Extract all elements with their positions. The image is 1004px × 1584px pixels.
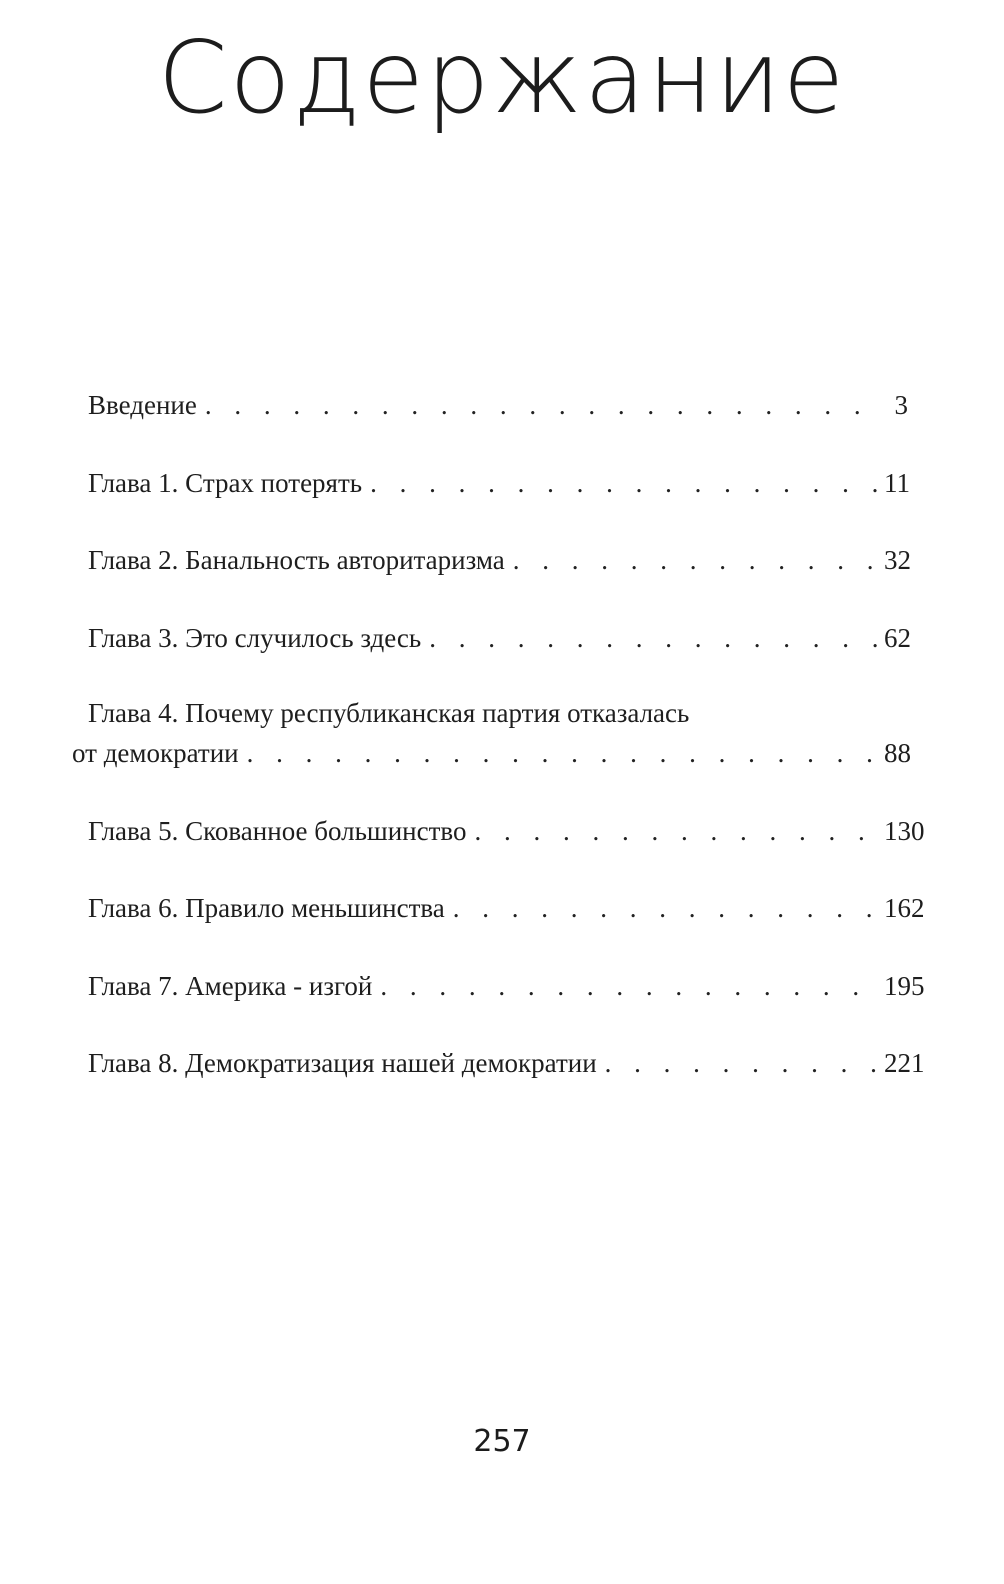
toc-entry-chapter-8[interactable] — [88, 1042, 925, 1084]
toc-entry-chapter-7[interactable] — [88, 965, 925, 1007]
toc-entry-introduction[interactable] — [88, 384, 908, 426]
toc-entry-page: 162 — [884, 893, 925, 923]
toc-entry-title: Глава 3. Это случилось здесь — [88, 622, 422, 653]
dot-leader — [453, 887, 878, 929]
table-of-contents — [72, 384, 925, 1120]
toc-entry-title: Глава 1. Страх потерять — [88, 467, 363, 498]
toc-entry-title-line-1: Глава 4. Почему республиканская партия отказалась — [88, 698, 690, 728]
toc-entry-title-line-2: от демократии — [72, 738, 239, 768]
toc-entry-title: Введение — [88, 390, 197, 420]
toc-entry-page: 195 — [884, 970, 925, 1001]
toc-entry-title: Глава 2. Банальность авторитаризма — [88, 545, 505, 575]
dot-leader — [380, 965, 878, 1007]
toc-entry-title: Глава 5. Скованное большинство — [88, 815, 467, 846]
dot-leader — [474, 810, 878, 852]
toc-entry-page: 11 — [884, 467, 910, 498]
toc-entry-page: 3 — [894, 390, 908, 420]
dot-leader — [429, 617, 878, 659]
toc-entry-chapter-2[interactable] — [88, 539, 911, 581]
dot-leader — [370, 462, 878, 504]
page-number: 257 — [473, 1424, 531, 1459]
toc-entry-title: Глава 6. Правило меньшинства — [88, 893, 445, 923]
dot-leader — [605, 1042, 878, 1084]
toc-entry-chapter-3[interactable] — [88, 617, 911, 659]
toc-entry-page: 130 — [884, 815, 925, 846]
dot-leader — [247, 732, 878, 774]
dot-leader — [205, 384, 878, 426]
toc-entry-page: 62 — [884, 622, 911, 653]
dot-leader — [513, 539, 878, 581]
toc-entry-page: 221 — [884, 1048, 925, 1078]
toc-entry-title: Глава 7. Америка - изгой — [88, 970, 373, 1001]
toc-entry-page: 32 — [884, 545, 911, 575]
toc-entry-title: Глава 8. Демократизация нашей демократии — [88, 1048, 597, 1078]
toc-entry-chapter-6[interactable] — [88, 887, 925, 929]
toc-entry-chapter-4[interactable] — [72, 694, 911, 774]
toc-entry-chapter-1[interactable] — [88, 462, 908, 504]
page-title: Содержание — [157, 19, 847, 136]
toc-entry-chapter-5[interactable] — [88, 810, 925, 852]
toc-entry-page: 88 — [884, 738, 911, 768]
